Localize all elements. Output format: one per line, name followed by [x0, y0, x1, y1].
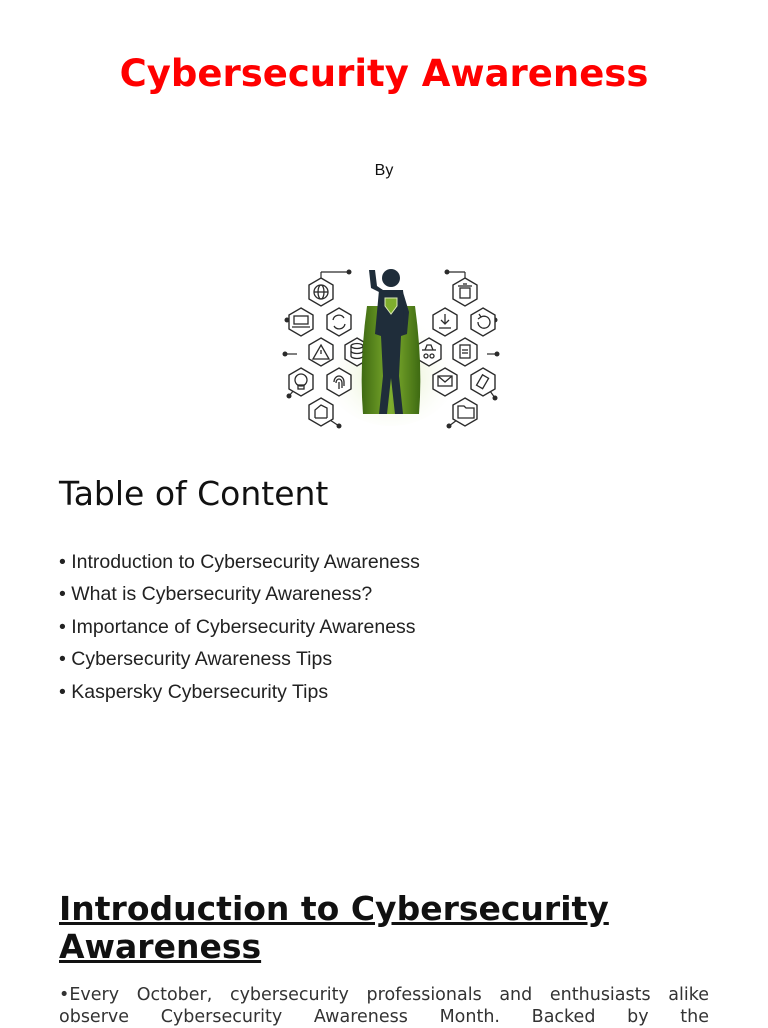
hex-cell — [327, 308, 351, 336]
toc-item: • What is Cybersecurity Awareness? — [59, 580, 420, 612]
toc-item: • Kaspersky Cybersecurity Tips — [59, 678, 420, 710]
hex-cell — [453, 338, 477, 366]
hex-cell — [417, 338, 441, 366]
hex-cell — [309, 398, 333, 426]
toc-list — [59, 548, 420, 710]
hex-cell — [289, 308, 313, 336]
toc-item: • Cybersecurity Awareness Tips — [59, 645, 420, 677]
hex-cell — [289, 368, 313, 396]
hex-cell — [453, 278, 477, 306]
intro-paragraph: •Every October, cybersecurity professionals and enthusiasts alike observe Cybersecurity Awareness Month. Backed by the — [59, 985, 709, 1027]
toc-heading: Table of Content — [59, 474, 329, 513]
toc-item: • Introduction to Cybersecurity Awareness — [59, 548, 420, 580]
hex-cell — [471, 308, 495, 336]
page-title: Cybersecurity Awareness — [119, 52, 649, 95]
toc-item: • Importance of Cybersecurity Awareness — [59, 613, 420, 645]
hex-cell — [471, 368, 495, 396]
author-byline: By — [374, 162, 394, 179]
cybersecurity-hero-illustration — [279, 264, 503, 432]
section-heading-introduction: Introduction to Cybersecurity Awareness — [59, 889, 609, 966]
